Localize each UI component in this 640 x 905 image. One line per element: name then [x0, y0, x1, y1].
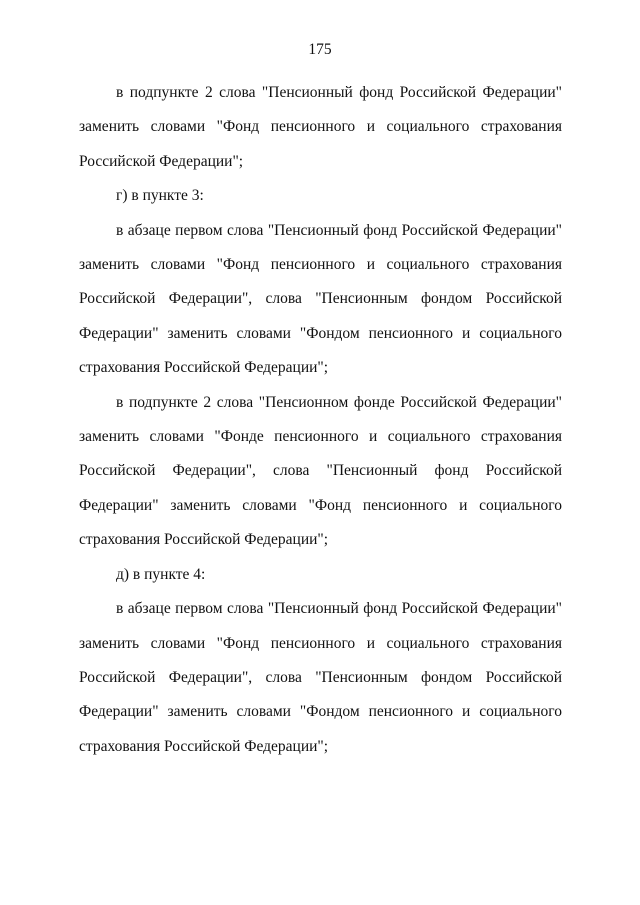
paragraph-line: Федерации" заменить словами "Фондом пенсионного и социального — [79, 703, 562, 721]
paragraph-3 — [79, 214, 562, 386]
paragraph-line: в абзаце первом слова "Пенсионный фонд Российской Федерации" — [116, 221, 562, 239]
paragraph-line: г) в пункте 3: — [116, 187, 204, 205]
paragraph-line: в абзаце первом слова "Пенсионный фонд Российской Федерации" — [116, 600, 562, 618]
paragraph-line: заменить словами "Фонд пенсионного и социального страхования — [79, 118, 562, 136]
paragraph-line: Федерации" заменить словами "Фонд пенсионного и социального — [79, 496, 562, 514]
paragraph-line: заменить словами "Фонд пенсионного и социального страхования — [79, 634, 562, 652]
paragraph-line: Российской Федерации", слова "Пенсионный фонд Российской — [79, 462, 562, 480]
paragraph-line: д) в пункте 4: — [116, 565, 206, 583]
paragraph-2 — [79, 179, 562, 213]
paragraph-line: Федерации" заменить словами "Фондом пенсионного и социального — [79, 324, 562, 342]
paragraph-line: страхования Российской Федерации"; — [79, 737, 329, 755]
paragraph-line: Российской Федерации"; — [79, 152, 244, 170]
paragraph-line: заменить словами "Фонде пенсионного и социального страхования — [79, 428, 562, 446]
paragraph-line: страхования Российской Федерации"; — [79, 359, 329, 377]
document-body — [79, 76, 562, 764]
paragraph-1 — [79, 76, 562, 179]
paragraph-line: в подпункте 2 слова "Пенсионный фонд Российской Федерации" — [116, 84, 562, 101]
paragraph-4 — [79, 386, 562, 558]
paragraph-5 — [79, 558, 562, 592]
paragraph-line: Российской Федерации", слова "Пенсионным фондом Российской — [79, 668, 562, 686]
paragraph-line: заменить словами "Фонд пенсионного и социального страхования — [79, 256, 562, 274]
paragraph-line: в подпункте 2 слова "Пенсионном фонде Российской Федерации" — [116, 393, 562, 411]
paragraph-line: страхования Российской Федерации"; — [79, 531, 329, 549]
paragraph-line: Российской Федерации", слова "Пенсионным фондом Российской — [79, 290, 562, 308]
page-number: 175 — [308, 41, 332, 58]
paragraph-6 — [79, 592, 562, 764]
